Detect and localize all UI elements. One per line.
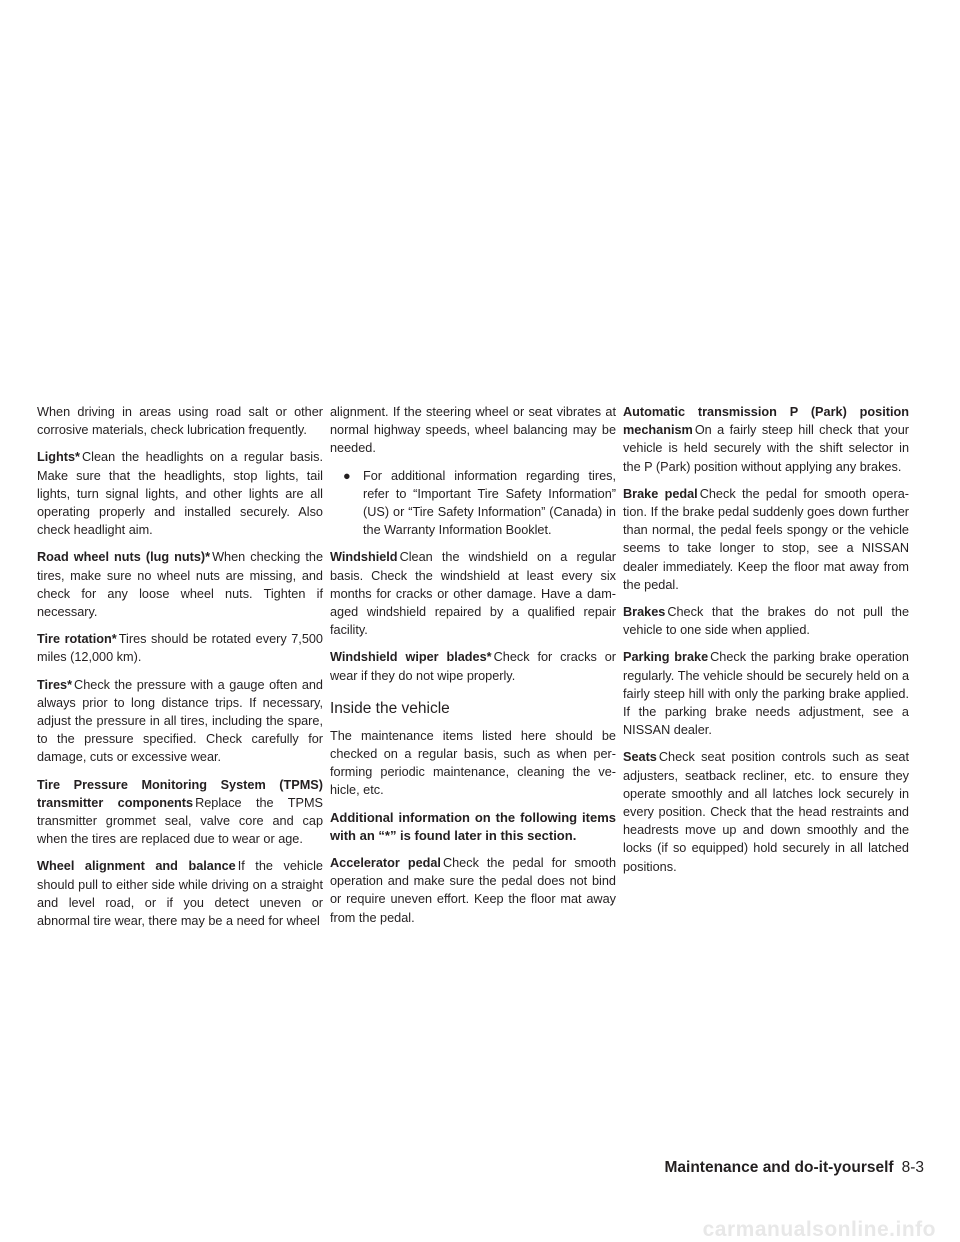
- item-title: Tire Pressure Monitoring System (TPMS) transmitter components: [37, 777, 323, 810]
- item-lights: [37, 448, 323, 539]
- item-text: Check the parking brake operation regularly. The vehicle should be securely held on a fairly steep hill with only the parking brake applied. If the parking brake needs adjustment, see a NISSAN dealer.: [623, 650, 909, 738]
- item-brake-pedal: [623, 485, 909, 594]
- item-text: Replace the TPMS transmitter grommet seal, valve core and cap when the tires are replaced due to wear or age.: [37, 795, 323, 847]
- bullet-icon: ●: [343, 468, 351, 483]
- item-text: Tires should be rotated every 7,500 miles (12,000 km).: [37, 632, 323, 665]
- item-title: Windshield: [330, 550, 398, 565]
- item-title: Seats: [623, 750, 657, 765]
- watermark-text: carmanualsonline.info: [702, 1218, 936, 1241]
- paragraph-intro: The maintenance items listed here should be checked on a regular basis, such as when performing periodic maintenance, cleaning the vehicle, etc.: [330, 728, 616, 798]
- item-seats: [623, 748, 909, 875]
- item-transmission-park: [623, 403, 909, 476]
- paragraph-road-salt: [37, 403, 323, 439]
- paragraph-text: When driving in areas using road salt or other corrosive materials, check lubrication frequently.: [37, 405, 323, 438]
- item-wiper-blades: [330, 648, 616, 684]
- item-wheel-alignment: [37, 857, 323, 930]
- column-left: [37, 403, 323, 939]
- item-title: Tire rotation*: [37, 632, 117, 647]
- item-text: If the vehicle should pull to either side while driving on a straight and level road, or if you detect uneven or abnormal tire wear, there may be a need for wheel: [37, 859, 323, 929]
- item-brakes: [623, 603, 909, 639]
- item-tpms: [37, 776, 323, 849]
- item-text: On a fairly steep hill check that your vehicle is held securely with the shift selector in the P (Park) position without applying any brakes.: [623, 423, 909, 474]
- item-title: Automatic transmission P (Park) position mechanism: [623, 405, 909, 438]
- item-text: Check the pedal for smooth operation. If the brake pedal suddenly goes down further than normal, the pedal feels spongy or the vehicle seems to take longer to stop, see a NISSAN dealer immediately. Keep the floor mat away from the pedal.: [623, 486, 909, 592]
- item-road-wheel-nuts: [37, 548, 323, 621]
- paragraph-continuation: alignment. If the steering wheel or seat vibrates at normal highway speeds, wheel balancing may be needed.: [330, 405, 616, 456]
- item-title: Tires*: [37, 677, 73, 692]
- item-tires: [37, 676, 323, 767]
- item-title: Brakes: [623, 605, 666, 620]
- item-title: Road wheel nuts (lug nuts)*: [37, 550, 211, 565]
- paragraph-asterisk-note: Additional information on the following items with an “*” is found later in this section.: [330, 809, 616, 843]
- item-tire-rotation: [37, 630, 323, 666]
- page-number: 8-3: [901, 1159, 924, 1176]
- item-text: Clean the headlights on a regular basis. Make sure that the headlights, stop lights, tail lights, turn signal lights, and other lights are all operating properly and installed securely. Also check headlight aim.: [37, 450, 323, 538]
- item-title: Windshield wiper blades*: [330, 650, 492, 665]
- item-text: When checking the tires, make sure no wheel nuts are missing, and check for any loose wheel nuts. Tighten if necessary.: [37, 550, 323, 620]
- item-text: Clean the windshield on a regular basis. Check the windshield at least every six months for cracks or other damage. Have a damaged windshield repaired by a qualified repair facility.: [330, 550, 616, 638]
- item-text: Check the pressure with a gauge often and always prior to long distance trips. If necessary, adjust the pressure in all tires, including the spare, to the pressure specified. Check carefully for damage, cuts or excessive wear.: [37, 677, 323, 765]
- item-text: Check the pedal for smooth operation and make sure the pedal does not bind or require uneven effort. Keep the floor mat away from the pedal.: [330, 856, 616, 925]
- item-title: Brake pedal: [623, 486, 698, 501]
- column-middle: [330, 403, 616, 936]
- item-text: Check seat position controls such as seat adjusters, seatback recliner, etc. to ensure they operate smoothly and all latches lock securely in every position. Check that the head restraints and headrests move up and down smoothly and the locks (if so equipped) hold securely in all latched positions.: [623, 750, 909, 874]
- item-text: Check for cracks or wear if they do not wipe properly.: [330, 650, 616, 683]
- item-accelerator-pedal: [330, 854, 616, 927]
- item-parking-brake: [623, 648, 909, 739]
- item-title: Parking brake: [623, 650, 709, 665]
- item-title: Accelerator pedal: [330, 856, 441, 871]
- item-title: Wheel alignment and balance: [37, 859, 236, 874]
- item-title: Lights*: [37, 450, 80, 465]
- bullet-text: For additional information regarding tires, refer to “Important Tire Safety Information” (US) or “Tire Safety Information” (Canada) in the Warranty Information Booklet.: [363, 468, 616, 538]
- column-right: [623, 403, 909, 885]
- bullet-item-tire-info: [330, 467, 616, 540]
- item-windshield: [330, 548, 616, 639]
- item-text: Check that the brakes do not pull the vehicle to one side when applied.: [623, 605, 909, 638]
- section-heading-inside-vehicle: Inside the vehicle: [330, 699, 450, 717]
- watermark-strip: [0, 1216, 960, 1242]
- footer-section-title: Maintenance and do-it-yourself: [664, 1159, 894, 1176]
- page-footer: [665, 1159, 925, 1177]
